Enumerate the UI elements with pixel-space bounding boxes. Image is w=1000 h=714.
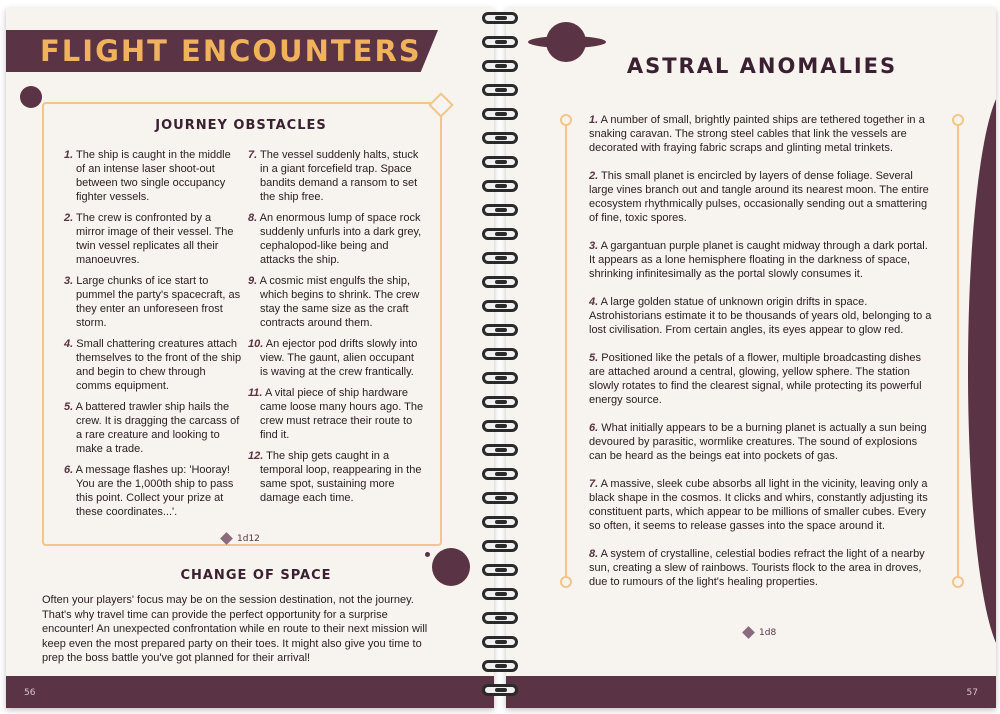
list-item [589,113,934,155]
item-text: Large chunks of ice start to pummel the party's spacecraft, as they enter an unforeseen frost storm. [76,275,241,329]
item-text: A gargantuan purple planet is caught midway through a dark portal. It appears as a lone hemisphere floating in the darkness of space, shrinking infinitesimally as the portal slowly consumes it. [589,240,928,280]
right-rule [957,124,959,580]
intro-paragraph: Often your players' focus may be on the session destination, not the journey. That's why travel time can provide the perfect opportunity for a surprise encounter! An unexpected confrontation while en route to their next mission will keep even the most prepared party on their toes. It might also give you time to prep the boss battle you've got planned for their arrival! [42,594,428,664]
spiral-ring [482,444,518,456]
item-number: 10. [248,338,264,350]
left-rule [565,124,567,580]
list-item [64,400,242,456]
obstacles-column-1 [64,148,242,526]
item-number: 5. [589,352,599,364]
d12-icon [220,532,233,545]
list-item [64,463,242,519]
spiral-ring [482,156,518,168]
item-text: A cosmic mist engulfs the ship, which begins to shrink. The crew stay the same size as the craft contracts around them. [259,275,420,329]
dice-label-1d8 [744,628,776,638]
list-item [248,148,424,204]
item-text: A massive, sleek cube absorbs all light in the vicinity, leaving only a black shape in the cosmos. It clicks and whirs, constantly adjusting its constituent parts, which appear to be millions of smaller cubes. Every so often, it seems to release gasses into the space around it. [589,478,928,532]
spiral-ring [482,564,518,576]
left-page [6,8,494,708]
list-item [589,547,934,589]
list-item [248,337,424,379]
planet-dot-large [432,548,470,586]
item-number: 4. [589,296,599,308]
spiral-ring [482,252,518,264]
spiral-ring [482,228,518,240]
item-number: 9. [248,275,258,287]
item-number: 6. [589,422,599,434]
item-text: This small planet is encircled by layers of dense foliage. Several large vines branch out and tangle around its nearest moon. The entire ecosystem rhythmically pulses, occasionally sending out a smattering of fine, toxic spores. [589,170,929,224]
spiral-ring [482,324,518,336]
list-item [248,211,424,267]
list-item [64,274,242,330]
item-text: Positioned like the petals of a flower, multiple broadcasting dishes are attached around a central, glowing, yellow sphere. The station slowly rotates to find the clearest signal, while protecting its powerful energy source. [589,352,922,406]
page-number-left: 56 [24,688,36,698]
item-text: What initially appears to be a burning planet is actually a sun being devoured by parasitic, wormlike creatures. The sound of explosions can be heard as the beings eat into pockets of gas. [589,422,927,462]
planet-arc-edge [968,86,996,656]
spiral-ring [482,300,518,312]
list-item [589,351,934,407]
item-number: 2. [64,212,74,224]
left-rule-top-ring [560,114,572,126]
spiral-ring [482,372,518,384]
footer-band-left [6,676,494,708]
list-item [589,169,934,225]
page-title-left: FLIGHT ENCOUNTERS [40,34,422,68]
spiral-ring [482,612,518,624]
item-text: The vessel suddenly halts, stuck in a giant forcefield trap. Space bandits demand a ransom to set the ship free. [260,149,419,203]
ringed-planet-icon [528,22,606,68]
spiral-ring [482,36,518,48]
list-item [589,239,934,281]
dice-label-1d12 [222,534,260,544]
item-text: A vital piece of ship hardware came loose many hours ago. The crew must retrace their route to find it. [260,387,424,441]
list-item [64,337,242,393]
item-number: 1. [64,149,74,161]
item-number: 12. [248,450,264,462]
spiral-ring [482,588,518,600]
spiral-ring [482,684,518,696]
spiral-ring [482,396,518,408]
spiral-ring [482,468,518,480]
list-item [248,274,424,330]
item-text: The crew is confronted by a mirror image of their vessel. The twin vessel replicates all their manoeuvres. [76,212,234,266]
spiral-ring [482,492,518,504]
item-text: A battered trawler ship hails the crew. It is dragging the carcass of a rare creature and looking to make a trade. [75,401,240,455]
spiral-ring [482,60,518,72]
page-number-right: 57 [966,688,978,698]
spiral-ring [482,420,518,432]
item-text: A message flashes up: 'Hooray! You are the 1,000th ship to pass this point. Collect your prize at these coordinates...'. [75,464,234,518]
list-item [64,148,242,204]
spiral-ring [482,12,518,24]
right-rule-bottom-ring [952,576,964,588]
list-item [589,477,934,533]
item-number: 6. [64,464,74,476]
dice-text: 1d8 [759,628,777,638]
item-text: A system of crystalline, celestial bodies refract the light of a nearby sun, creating a slew of rainbows. Tourists flock to the area in droves, due to rumours of the light's healing properties. [589,548,925,588]
dice-text: 1d12 [237,534,260,544]
item-text: A number of small, brightly painted ships are tethered together in a snaking caravan. The strong steel cables that link the vessels are decorated with fraying fabric scraps and glinting metal trinkets. [589,114,925,154]
spiral-ring [482,132,518,144]
item-number: 8. [248,212,258,224]
footer-band-right [506,676,996,708]
planet-dot-tiny [425,552,430,557]
list-item [589,295,934,337]
spiral-ring [482,516,518,528]
item-number: 7. [589,478,599,490]
item-number: 7. [248,149,258,161]
spiral-ring [482,180,518,192]
item-number: 1. [589,114,599,126]
spiral-ring [482,540,518,552]
list-item [248,386,424,442]
planet-dot-small [20,86,42,108]
item-text: A large golden statue of unknown origin drifts in space. Astrohistorians estimate it to be thousands of years old, belonging to a lost civilisation. From certain angles, its eyes appear to glow red. [589,296,932,336]
item-text: Small chattering creatures attach themselves to the front of the ship and begin to chew through comms equipment. [76,338,242,392]
spiral-binding [478,6,522,706]
spiral-ring [482,108,518,120]
item-number: 4. [64,338,74,350]
item-number: 3. [64,275,74,287]
list-item [589,421,934,463]
item-text: The ship is caught in the middle of an intense laser shoot-out between two single occupancy fighter vessels. [76,149,231,203]
spiral-ring [482,348,518,360]
d8-icon [742,626,755,639]
spiral-ring [482,636,518,648]
box-title: JOURNEY OBSTACLES [155,118,327,133]
right-rule-top-ring [952,114,964,126]
obstacles-column-2 [248,148,424,512]
item-number: 11. [248,387,263,399]
item-number: 2. [589,170,599,182]
item-text: An ejector pod drifts slowly into view. The gaunt, alien occupant is waving at the crew frantically. [260,338,418,378]
item-text: An enormous lump of space rock suddenly unfurls into a dark grey, cephalopod-like being and attacks the ship. [259,212,422,266]
list-item [248,449,424,505]
item-number: 8. [589,548,599,560]
page-title-right: ASTRAL ANOMALIES [626,54,898,78]
anomalies-list [589,113,934,603]
spiral-ring [482,204,518,216]
item-text: The ship gets caught in a temporal loop, reappearing in the same spot, sustaining more damage each time. [260,450,422,504]
left-rule-bottom-ring [560,576,572,588]
spiral-ring [482,276,518,288]
item-number: 3. [589,240,599,252]
spiral-ring [482,660,518,672]
spiral-ring [482,84,518,96]
item-number: 5. [64,401,74,413]
list-item [64,211,242,267]
section-title: CHANGE OF SPACE [180,568,332,583]
